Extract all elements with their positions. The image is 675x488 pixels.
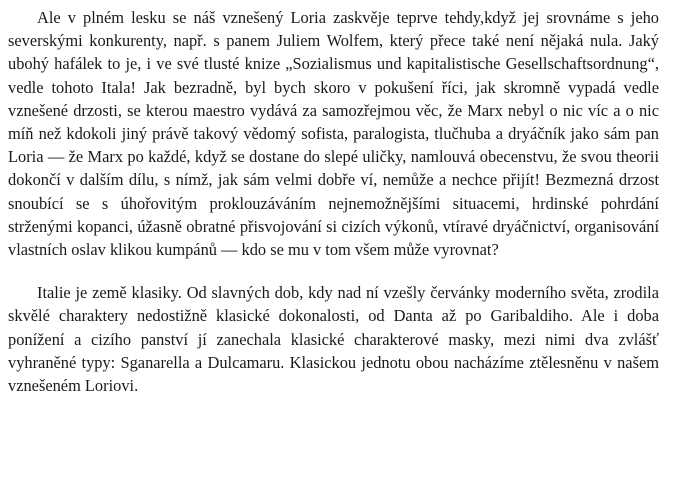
paragraph-2: Italie je země klasiky. Od slavných dob, kdy nad ní vzešly červánky moderního světa, zrodila skvělé charaktery nedostižně klasické dokonalosti, od Danta až po Garibaldiho. Ale i doba ponížení a cizího panství jí zanechala klasické charakterové masky, mezi nimi dva zvlášť vyhraněné typy: Sganarella a Dulcamaru. Klasickou jednotu obou nacházíme ztělesněnu v našem vznešeném Loriovi. <box>8 283 659 396</box>
paragraph-1: Ale v plném lesku se náš vznešený Loria zaskvěje teprve tehdy,když jej srovnáme s jeho severskými konkurenty, např. s panem Juliem Wolfem, který přece také není nějaká nula. Jaký ubohý hafálek to je, i ve své tlusté knize „Sozialismus und kapitalistische Gesellschaftsordnung“, vedle tohoto Itala! Jak bezradně, byl bych skoro v pokušení říci, jak skromně vypadá vedle vznešené drzosti, se kterou maestro vydává za samozřejmou věc, že Marx nebyl o nic víc a o nic míň než kdokoli jiný právě takový vědomý sofista, paralogista, tlučhuba a dryáčník jako sám pan Loria — že Marx po každé, když se dostane do slepé uličky, namlouvá obecenstvu, že svou theorii dokončí v dalším dílu, s nímž, jak sám velmi dobře ví, nemůže a nechce přijít! Bezmezná drzost snoubící se s úhořovitým proklouzáváním nejnemožnějšími situacemi, hrdinské pohrdání strženými kopanci, úžasně obratné přisvojování si cizích výkonů, vtíravé dryáčnictví, organisování vlastních oslav klikou kumpánů — kdo se mu v tom všem může vyrovnat? <box>8 8 659 260</box>
document-page <box>8 6 659 397</box>
